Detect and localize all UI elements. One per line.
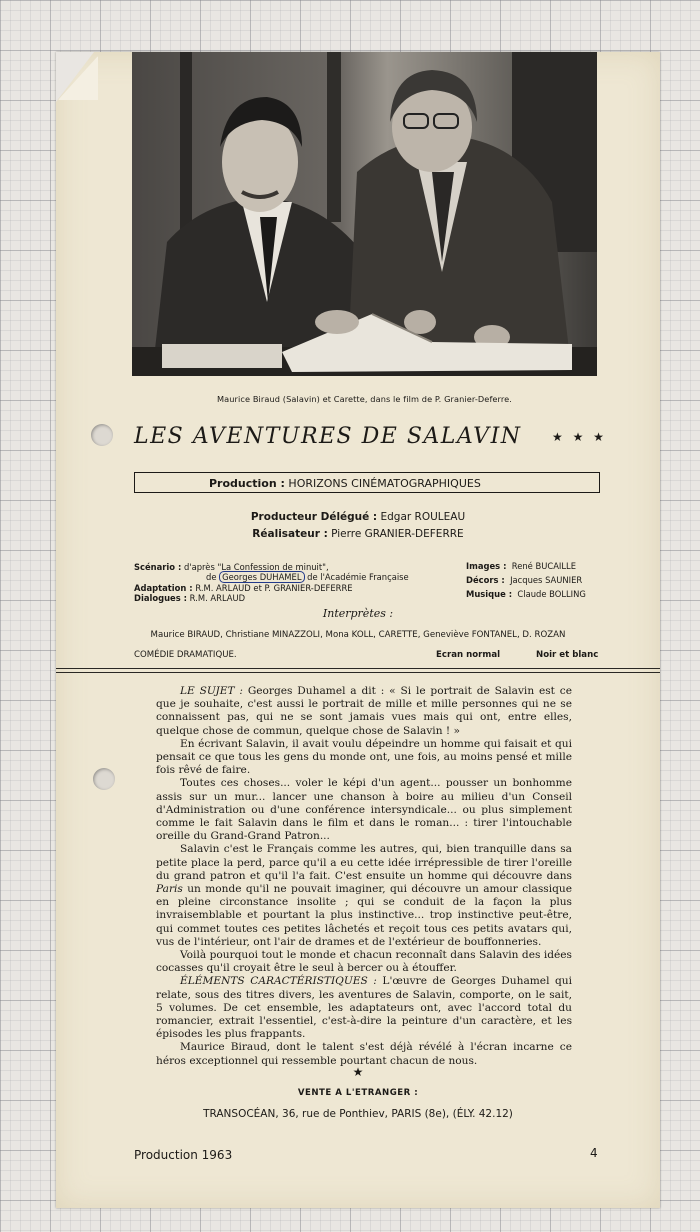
production-value: HORIZONS CINÉMATOGRAPHIQUES (288, 477, 481, 490)
divider-bottom (56, 672, 660, 673)
director-label: Réalisateur : (252, 528, 328, 540)
dialogues-line (134, 593, 245, 603)
synopsis-paragraph-5: Voilà pourquoi tout le monde et chacun reconnaît dans Salavin des idées cocasses qu'il croyait être le seul à bercer ou à étouffer. (156, 949, 572, 975)
synopsis-paragraph-1 (156, 685, 572, 738)
divider-top (56, 668, 660, 669)
production-box (134, 472, 600, 493)
cast-list: Maurice BIRAUD, Christiane MINAZZOLI, Mona KOLL, CARETTE, Geneviève FONTANEL, D. ROZAN (150, 630, 566, 640)
scenario-value: d'après "La Confession de minuit", (183, 562, 329, 572)
synopsis-paragraph-6 (156, 975, 572, 1041)
separator-star: ★ (352, 1065, 364, 1079)
author-line (206, 572, 409, 582)
photo-caption: Maurice Biraud (Salavin) et Carette, dans le film de P. Granier-Deferre. (216, 394, 513, 404)
sujet-text: Georges Duhamel a dit : « Si le portrait de Salavin est ce que je souhaite, c'est aussi le portrait de mille et mille personnes qui ne se connaissent pas, qui ne se sont jamais vues mais qui ont, entre elles, quelque chose de commun, quelque chose de Salavin ! » (156, 685, 572, 737)
production-year: Production 1963 (134, 1148, 233, 1162)
author-name-circled: Georges DUHAMEL (219, 571, 304, 583)
decors-label: Décors : (466, 575, 505, 585)
punch-hole-bottom (93, 768, 115, 790)
production-label: Production : (209, 477, 285, 490)
adaptation-value: R.M. ARLAUD et P. GRANIER-DEFERRE (195, 583, 353, 593)
screen-format: Ecran normal (436, 650, 501, 660)
director-line (56, 528, 660, 540)
decors-value: Jacques SAUNIER (510, 575, 583, 585)
director-value: Pierre GRANIER-DEFERRE (331, 528, 464, 540)
decors-line (466, 575, 582, 585)
synopsis-paragraph-2: En écrivant Salavin, il avait voulu dépeindre un homme qui faisait et qui pensait ce que tous les gens du monde ont, une fois, au moins pensé et mille fois rêvé de faire. (156, 737, 572, 777)
images-line (466, 561, 576, 571)
paragraph-4-part-a: Salavin c'est le Français comme les autres, qui, bien tranquille dans sa petite place la perd, parce qu'il a eu cette idée irrépressible de tirer l'oreille du grand patron et qu'il l'a fait. C'est ensuite un homme qui découvre dans (156, 843, 572, 882)
paragraph-4-italic: Paris (156, 883, 183, 896)
synopsis-paragraph-7: Maurice Biraud, dont le talent s'est déjà révélé à l'écran incarne ce héros exceptionnel qui ressemble pourtant chacun de nous. (156, 1041, 572, 1067)
rating-stars: ★ ★ ★ (552, 430, 607, 444)
paragraph-4-part-b: un monde qu'il ne pouvait imaginer, qui découvre un amour classique en pleine circonstance insolite ; qui se conduit de la façon la plus invraisemblable et pourtant la plus instinctive... trop instinctive peut-être, qui commet toutes ces petites lâchetés et reçoit tous ces petits avatars qui, vus de l'intérieur, ont l'air de drames et de l'extérieur de bouffonneries. (156, 883, 572, 948)
vente-heading: VENTE A L'ETRANGER : (297, 1088, 419, 1098)
dialogues-label: Dialogues : (134, 593, 187, 603)
elements-heading: ÉLÉMENTS CARACTÉRISTIQUES : (180, 975, 377, 988)
film-still-illustration (132, 52, 597, 376)
genre: COMÉDIE DRAMATIQUE. (134, 650, 237, 660)
dialogues-value: R.M. ARLAUD (189, 593, 246, 603)
producer-line (56, 511, 660, 523)
musique-value: Claude BOLLING (517, 589, 586, 599)
musique-line (466, 589, 586, 599)
sales-address: TRANSOCÉAN, 36, rue de Ponthiev, PARIS (8e), (ÉLY. 42.12) (203, 1108, 513, 1120)
synopsis-body (156, 685, 572, 1068)
images-value: René BUCAILLE (511, 561, 577, 571)
page-number: 4 (590, 1146, 598, 1160)
synopsis-paragraph-3: Toutes ces choses... voler le képi d'un agent... pousser un bonhomme assis sur un mur... lancer une chanson à boire au milieu d'un Conseil d'Administration ou d'une conférence intersyndicale... ou plus simplement comme le fait Salavin dans le film et dans le roman... : tirer l'intouchable oreille du Grand-Grand Patron... (156, 777, 572, 843)
producer-value: Edgar ROULEAU (380, 511, 466, 523)
elements-text: L'œuvre de Georges Duhamel qui relate, sous des titres divers, les aventures de Salavin, comporte, on le sait, 5 volumes. De cet ensemble, les adaptateurs ont, avec l'accord total du romancier, extrait l'essentiel, c'est-à-dire la peinture d'un caractère, et les épisodes les plus frappants. (156, 975, 572, 1041)
images-label: Images : (466, 561, 507, 571)
punch-hole-top (91, 424, 113, 446)
adaptation-label: Adaptation : (134, 583, 193, 593)
synopsis-paragraph-4 (156, 843, 572, 949)
author-suffix: de l'Académie Française (307, 572, 409, 582)
musique-label: Musique : (466, 589, 513, 599)
author-prefix: de (206, 572, 217, 582)
scenario-label: Scénario : (134, 562, 182, 572)
press-sheet (56, 52, 660, 1208)
film-title: LES AVENTURES DE SALAVIN (134, 424, 522, 449)
producer-label: Producteur Délégué : (250, 511, 378, 523)
interpretes-heading: Interprètes : (322, 607, 394, 620)
film-still-photo (132, 52, 597, 376)
color-format: Noir et blanc (536, 650, 599, 660)
sujet-heading: LE SUJET : (180, 685, 243, 697)
adaptation-line (134, 583, 353, 593)
